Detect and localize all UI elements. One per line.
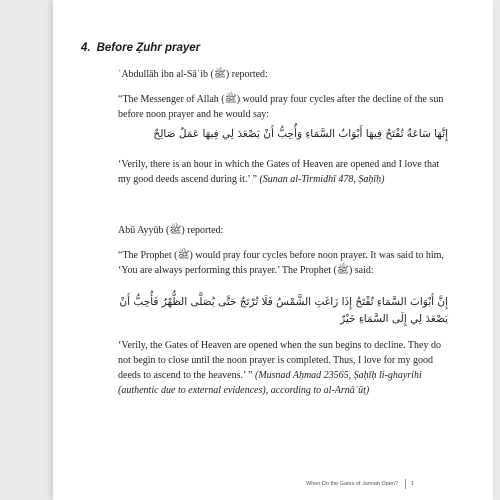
hadith2-source: (Musnad Aḥmad 23565, Ṣaḥīḥ li-ghayrihi (authentic due to external evidences), according to al-Arnāʾūṭ) [118, 370, 422, 396]
hadith2-intro: “The Prophet (ﷺ) would pray four cycles before noon prayer. It was said to him, ‘You are always performing this prayer.’ The Prophet (ﷺ) said: [118, 250, 444, 276]
page-number: 1 [411, 481, 415, 487]
footer-divider [405, 479, 406, 489]
running-footer-title: When Do the Gates of Jannah Open? [306, 481, 399, 487]
section-title: Before Ẓuhr prayer [96, 42, 201, 54]
hadith2-narrator: Abū Ayyūb (ﷺ) reported: [118, 225, 224, 236]
hadith2-arabic: إِنَّ أَبْوَابَ السَّمَاءِ تُفْتَحُ إِذَا زَاغَتِ الشَّمْسُ فَلَا تُرْتَجُ حَتَّى يُصَلَّى الظُّهْرُ فَأُحِبُّ أَنْ يَصْعَدَ لِي إِلَى السَّمَاءِ خَيْرٌ [119, 296, 448, 325]
section-heading [81, 42, 200, 54]
hadith1-arabic: إِنَّهَا سَاعَةٌ تُفْتَحُ فِيهَا أَبْوَابُ السَّمَاءِ وَأُحِبُّ أَنْ يَصْعَدَ لِي فِيهَا عَمَلٌ صَالِحٌ [153, 128, 448, 140]
hadith1-narrator: ʿAbdullāh ibn al-Sāʾib (ﷺ) reported: [118, 69, 268, 80]
hadith2-translation-block [118, 338, 448, 398]
section-number: 4. [81, 42, 91, 54]
hadith2-translation: ‘Verily, the Gates of Heaven are opened when the sun begins to decline. They do not begin to close until the noon prayer is completed. Thus, I love for my good deeds to ascend to the heavens.’ ” [118, 340, 441, 381]
hadith1-translation: ‘Verily, there is an hour in which the Gates of Heaven are opened and I love that my good deeds ascend during it.’ ” [118, 159, 440, 185]
hadith1-intro: “The Messenger of Allah (ﷺ) would pray four cycles after the decline of the sun before noon prayer and he would say: [118, 94, 444, 120]
hadith1-source: (Sunan al-Tirmidhī 478, Ṣaḥīḥ) [259, 174, 385, 185]
hadith1-translation-block [118, 157, 448, 187]
